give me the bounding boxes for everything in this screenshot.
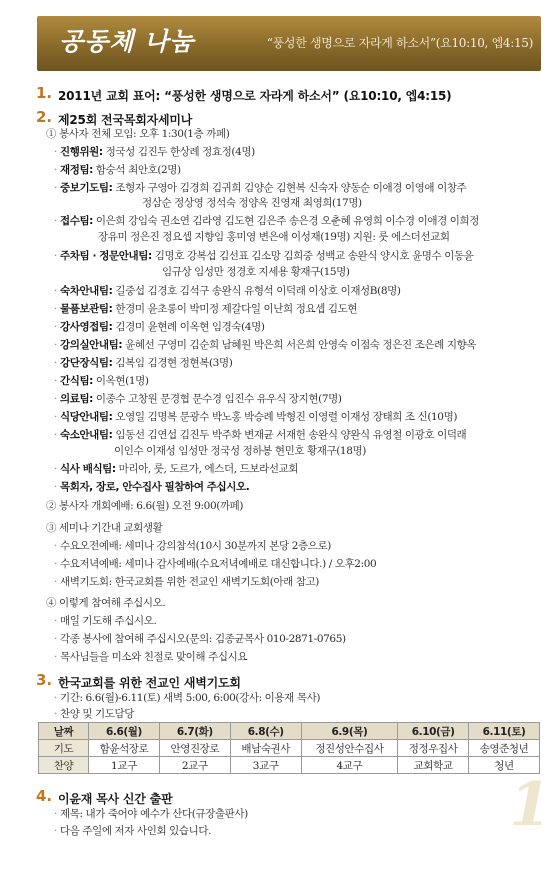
list-item: · 목회자, 장로, 안수집사 필참하여 주십시오. [54, 481, 250, 493]
page-number: 1 [509, 770, 551, 840]
section-title: 2011년 교회 표어: “풍성한 생명으로 자라게 하소서” (요10:10, 엡4:15) [58, 89, 452, 103]
table-cell: 2교구 [159, 757, 230, 774]
list-item: · 간식팀: 이옥현(1명) [54, 375, 149, 387]
list-item: · 수요저녁예배: 세미나 감사예배(수요저녁예배로 대신합니다.) / 오후2:00 [54, 558, 377, 570]
table-cell: 찬양 [39, 757, 89, 774]
table-cell: 3교구 [230, 757, 301, 774]
bullet-icon: · [54, 558, 57, 570]
table-cell: 기도 [39, 740, 89, 757]
bullet-icon: · [54, 285, 57, 297]
bullet-icon: · [54, 339, 57, 351]
list-item: · 숙소안내팀: 임동선 김연섭 김진두 박주화 변재균 서재헌 송완식 양완식 유영철 이광호 이덕래 [54, 429, 467, 441]
table-header-cell: 6.7(화) [159, 723, 230, 740]
table-cell: 1교구 [89, 757, 160, 774]
bullet-icon: · [54, 182, 57, 194]
section-number: 1. [36, 84, 53, 102]
table-cell: 청년 [469, 757, 540, 774]
bullet-icon: · [54, 540, 57, 552]
list-item: · 식당안내팀: 오영일 김명복 문광수 박노홍 박승례 박형진 이영렬 이재성 장태희 조 신(10명) [54, 411, 458, 423]
list-item: · 찬양 및 기도담당 [54, 708, 135, 720]
list-item: · 매일 기도해 주십시오. [54, 615, 157, 627]
bullet-icon: · [54, 576, 57, 588]
list-item: · 각종 봉사에 참여해 주십시오(문의: 김종균목사 010-2871-0765) [54, 633, 346, 645]
bullet-icon: · [54, 481, 57, 493]
table-cell: 송영준청년 [469, 740, 540, 757]
bullet-icon: · [54, 250, 57, 262]
list-item: ② 봉사자 개회예배: 6.6(월) 오전 9:00(까페) [46, 500, 244, 512]
section-title: 한국교회를 위한 전교인 새벽기도회 [58, 676, 241, 690]
list-item: · 의료팀: 이종수 고창원 문경협 문수경 임진수 유우식 장지현(7명) [54, 393, 342, 405]
bullet-icon: · [54, 303, 57, 315]
header-banner [37, 16, 541, 71]
list-item-continued: 장유미 정은진 정요셉 지향임 홍미영 변은애 이성재(19명) 지원: 룻 에스더선교회 [98, 231, 450, 243]
table-header-cell: 6.10(금) [398, 723, 469, 740]
bullet-icon: · [54, 825, 57, 837]
bullet-icon: · [54, 692, 57, 704]
bullet-icon: · [54, 633, 57, 645]
list-item: · 재정팀: 함숭석 최안호(2명) [54, 164, 181, 176]
list-item-continued: 임규상 임성만 정경호 지세용 황재구(15명) [162, 266, 350, 278]
table-header-cell: 6.11(토) [469, 723, 540, 740]
list-item: · 진행위원: 정국성 김진두 한상례 정효정(4명) [54, 146, 255, 158]
table-header-cell: 6.6(월) [89, 723, 160, 740]
page-title: 공동체 나눔 [59, 27, 195, 56]
bullet-icon: · [54, 321, 57, 333]
bullet-icon: · [54, 411, 57, 423]
list-item-continued: 이인수 이재성 임성만 정국성 정하봉 현민호 황재구(18명) [114, 445, 366, 457]
list-item: · 강의실안내팀: 윤혜선 구영미 김순희 남혜원 박은희 서은희 안영숙 이점숙 정은진 조은례 지향옥 [54, 339, 477, 351]
section-number: 4. [36, 787, 53, 805]
bullet-icon: · [54, 164, 57, 176]
bullet-icon: · [54, 215, 57, 227]
list-item: · 물품보관팀: 한경미 윤초롱이 박미정 제갈다일 이난희 정요셉 김도현 [54, 303, 358, 315]
section-title: 이윤재 목사 신간 출판 [58, 792, 173, 806]
list-item: · 강단장식팀: 김복임 김경현 정현복(3명) [54, 357, 233, 369]
table-header-row [39, 723, 540, 740]
list-item: · 주차팀 · 정문안내팀: 김명호 강복섭 김선표 김소망 김희중 성백교 송완식 양시호 윤명수 이동윤 [54, 250, 474, 262]
list-item: ④ 이렇게 참여해 주십시오. [46, 597, 166, 609]
bullet-icon: · [54, 708, 57, 720]
section-number: 2. [36, 108, 53, 126]
table-cell: 정정우집사 [398, 740, 469, 757]
bullet-icon: · [54, 146, 57, 158]
table-cell: 4교구 [301, 757, 398, 774]
table-cell: 정진성안수집사 [301, 740, 398, 757]
section-number: 3. [36, 671, 53, 689]
list-item: ③ 세미나 기간내 교회생활 [46, 522, 163, 534]
list-item: · 다음 주일에 저자 사인회 있습니다. [54, 825, 212, 837]
bullet-icon: · [54, 393, 57, 405]
table-header-cell: 날짜 [39, 723, 89, 740]
bullet-icon: · [54, 615, 57, 627]
table-row [39, 740, 540, 757]
list-item: · 제목: 내가 죽어야 예수가 산다(규장출판사) [54, 808, 248, 820]
bullet-icon: · [54, 808, 57, 820]
section-title: 제25회 전국목회자세미나 [58, 113, 193, 127]
list-item-continued: 정삼순 정상영 정석숙 정양옥 진영재 최영희(17명) [142, 197, 362, 209]
bullet-icon: · [54, 357, 57, 369]
list-item: · 강사영접팀: 김경미 윤현례 이옥현 임경숙(4명) [54, 321, 265, 333]
list-item: ① 봉사자 전체 모임: 오후 1:30(1층 까페) [46, 128, 230, 140]
bullet-icon: · [54, 375, 57, 387]
table-cell: 안영진장로 [159, 740, 230, 757]
list-item: · 수요오전예배: 세미나 강의참석(10시 30분까지 본당 2층으로) [54, 540, 331, 552]
list-item: · 접수팀: 이은희 강임숙 권소연 김라영 김도현 김은주 송은경 오춘혜 유영희 이수경 이애경 이희정 [54, 215, 479, 227]
bullet-icon: · [54, 429, 57, 441]
table-cell: 함윤석장로 [89, 740, 160, 757]
table-header-cell: 6.9(목) [301, 723, 398, 740]
list-item: · 식사 배식팀: 마리아, 룻, 도르가, 에스더, 드보라선교회 [54, 463, 299, 475]
bullet-icon: · [54, 463, 57, 475]
list-item: · 목사님들을 미소와 친절로 맞이해 주십시요 [54, 651, 248, 663]
table-cell: 배남숙권사 [230, 740, 301, 757]
list-item: · 기간: 6.6(월)-6.11(토) 새벽 5:00, 6:00(강사: 이용재 목사) [54, 692, 321, 704]
list-item: · 새벽기도회: 한국교회를 위한 전교인 새벽기도회(아래 참고) [54, 576, 320, 588]
prayer-schedule-table [38, 722, 540, 774]
list-item: · 숙차안내팀: 길중섭 김경호 김석구 송완식 유형석 이덕래 이상호 이재성B(8명) [54, 285, 401, 297]
header-subtitle: “풍성한 생명으로 자라게 하소서”(요10:10, 엡4:15) [266, 36, 533, 50]
table-row [39, 757, 540, 774]
table-header-cell: 6.8(수) [230, 723, 301, 740]
bullet-icon: · [54, 651, 57, 663]
table-cell: 교회학교 [398, 757, 469, 774]
list-item: · 중보기도팀: 조형자 구영아 김경희 김귀희 김양순 김현복 신숙자 양동순 이애경 이영애 이창주 [54, 182, 467, 194]
